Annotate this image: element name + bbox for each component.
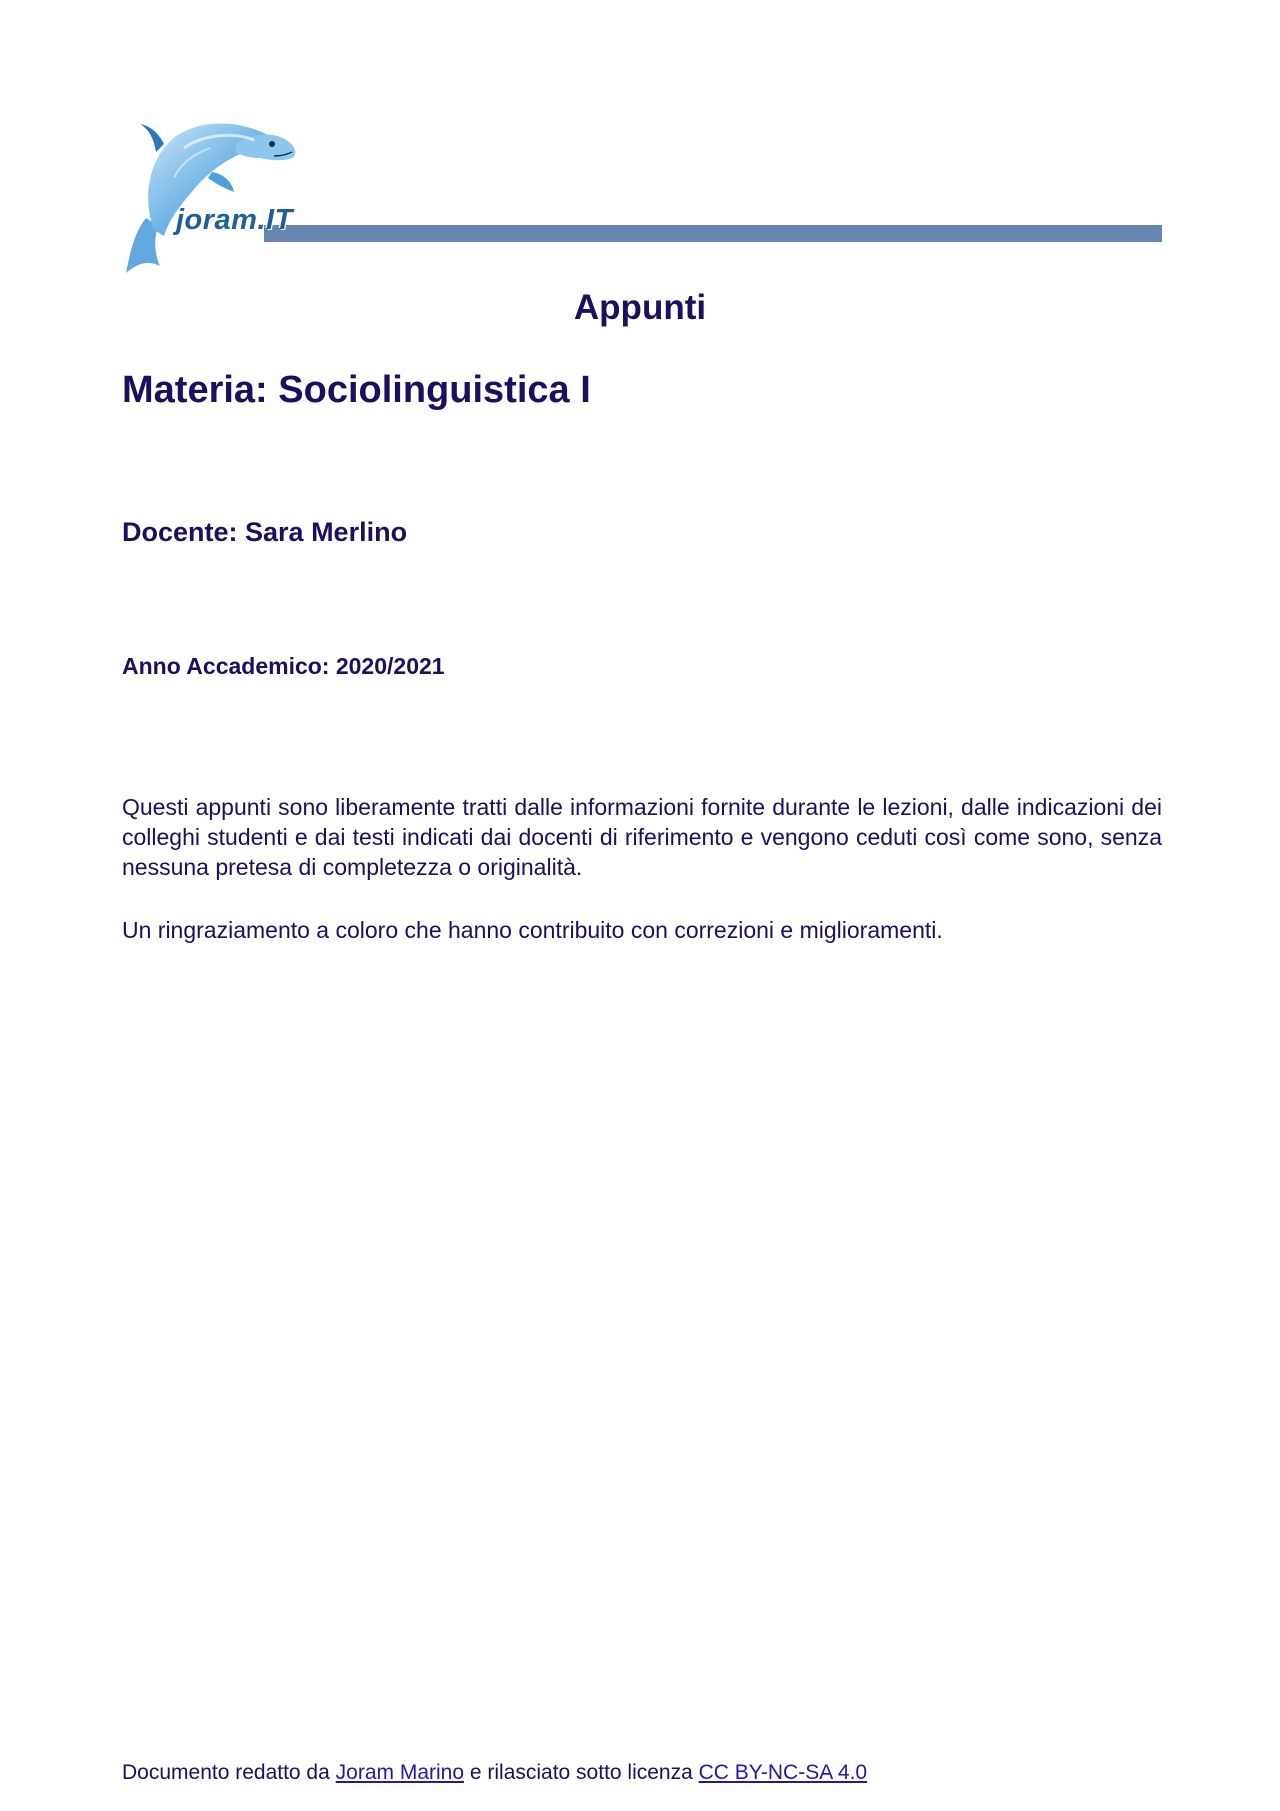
joram-logo — [124, 118, 304, 278]
academic-year-heading: Anno Accademico: 2020/2021 — [122, 653, 445, 679]
dolphin-icon — [124, 118, 304, 278]
logo-text: joram.IT — [176, 204, 293, 236]
license-link[interactable]: CC BY-NC-SA 4.0 — [698, 1761, 868, 1784]
page-footer — [122, 1761, 867, 1785]
page-header — [124, 118, 1162, 278]
footer-middle: e rilasciato sotto licenza — [464, 1761, 699, 1784]
footer-prefix: Documento redatto da — [122, 1761, 336, 1784]
subject-heading: Materia: Sociolinguistica I — [122, 369, 591, 411]
document-title: Appunti — [573, 288, 707, 327]
header-bar — [264, 225, 1162, 242]
intro-paragraph: Questi appunti sono liberamente tratti dalle informazioni fornite durante le lezioni, dalle indicazioni dei colleghi studenti e dai testi indicati dai docenti di riferimento e vengono ceduti così come sono, senza nessuna pretesa di completezza o originalità. — [122, 794, 1162, 880]
thanks-paragraph: Un ringraziamento a coloro che hanno contribuito con correzioni e miglioramenti. — [122, 917, 943, 943]
author-link[interactable]: Joram Marino — [335, 1761, 465, 1784]
teacher-heading: Docente: Sara Merlino — [122, 517, 408, 547]
